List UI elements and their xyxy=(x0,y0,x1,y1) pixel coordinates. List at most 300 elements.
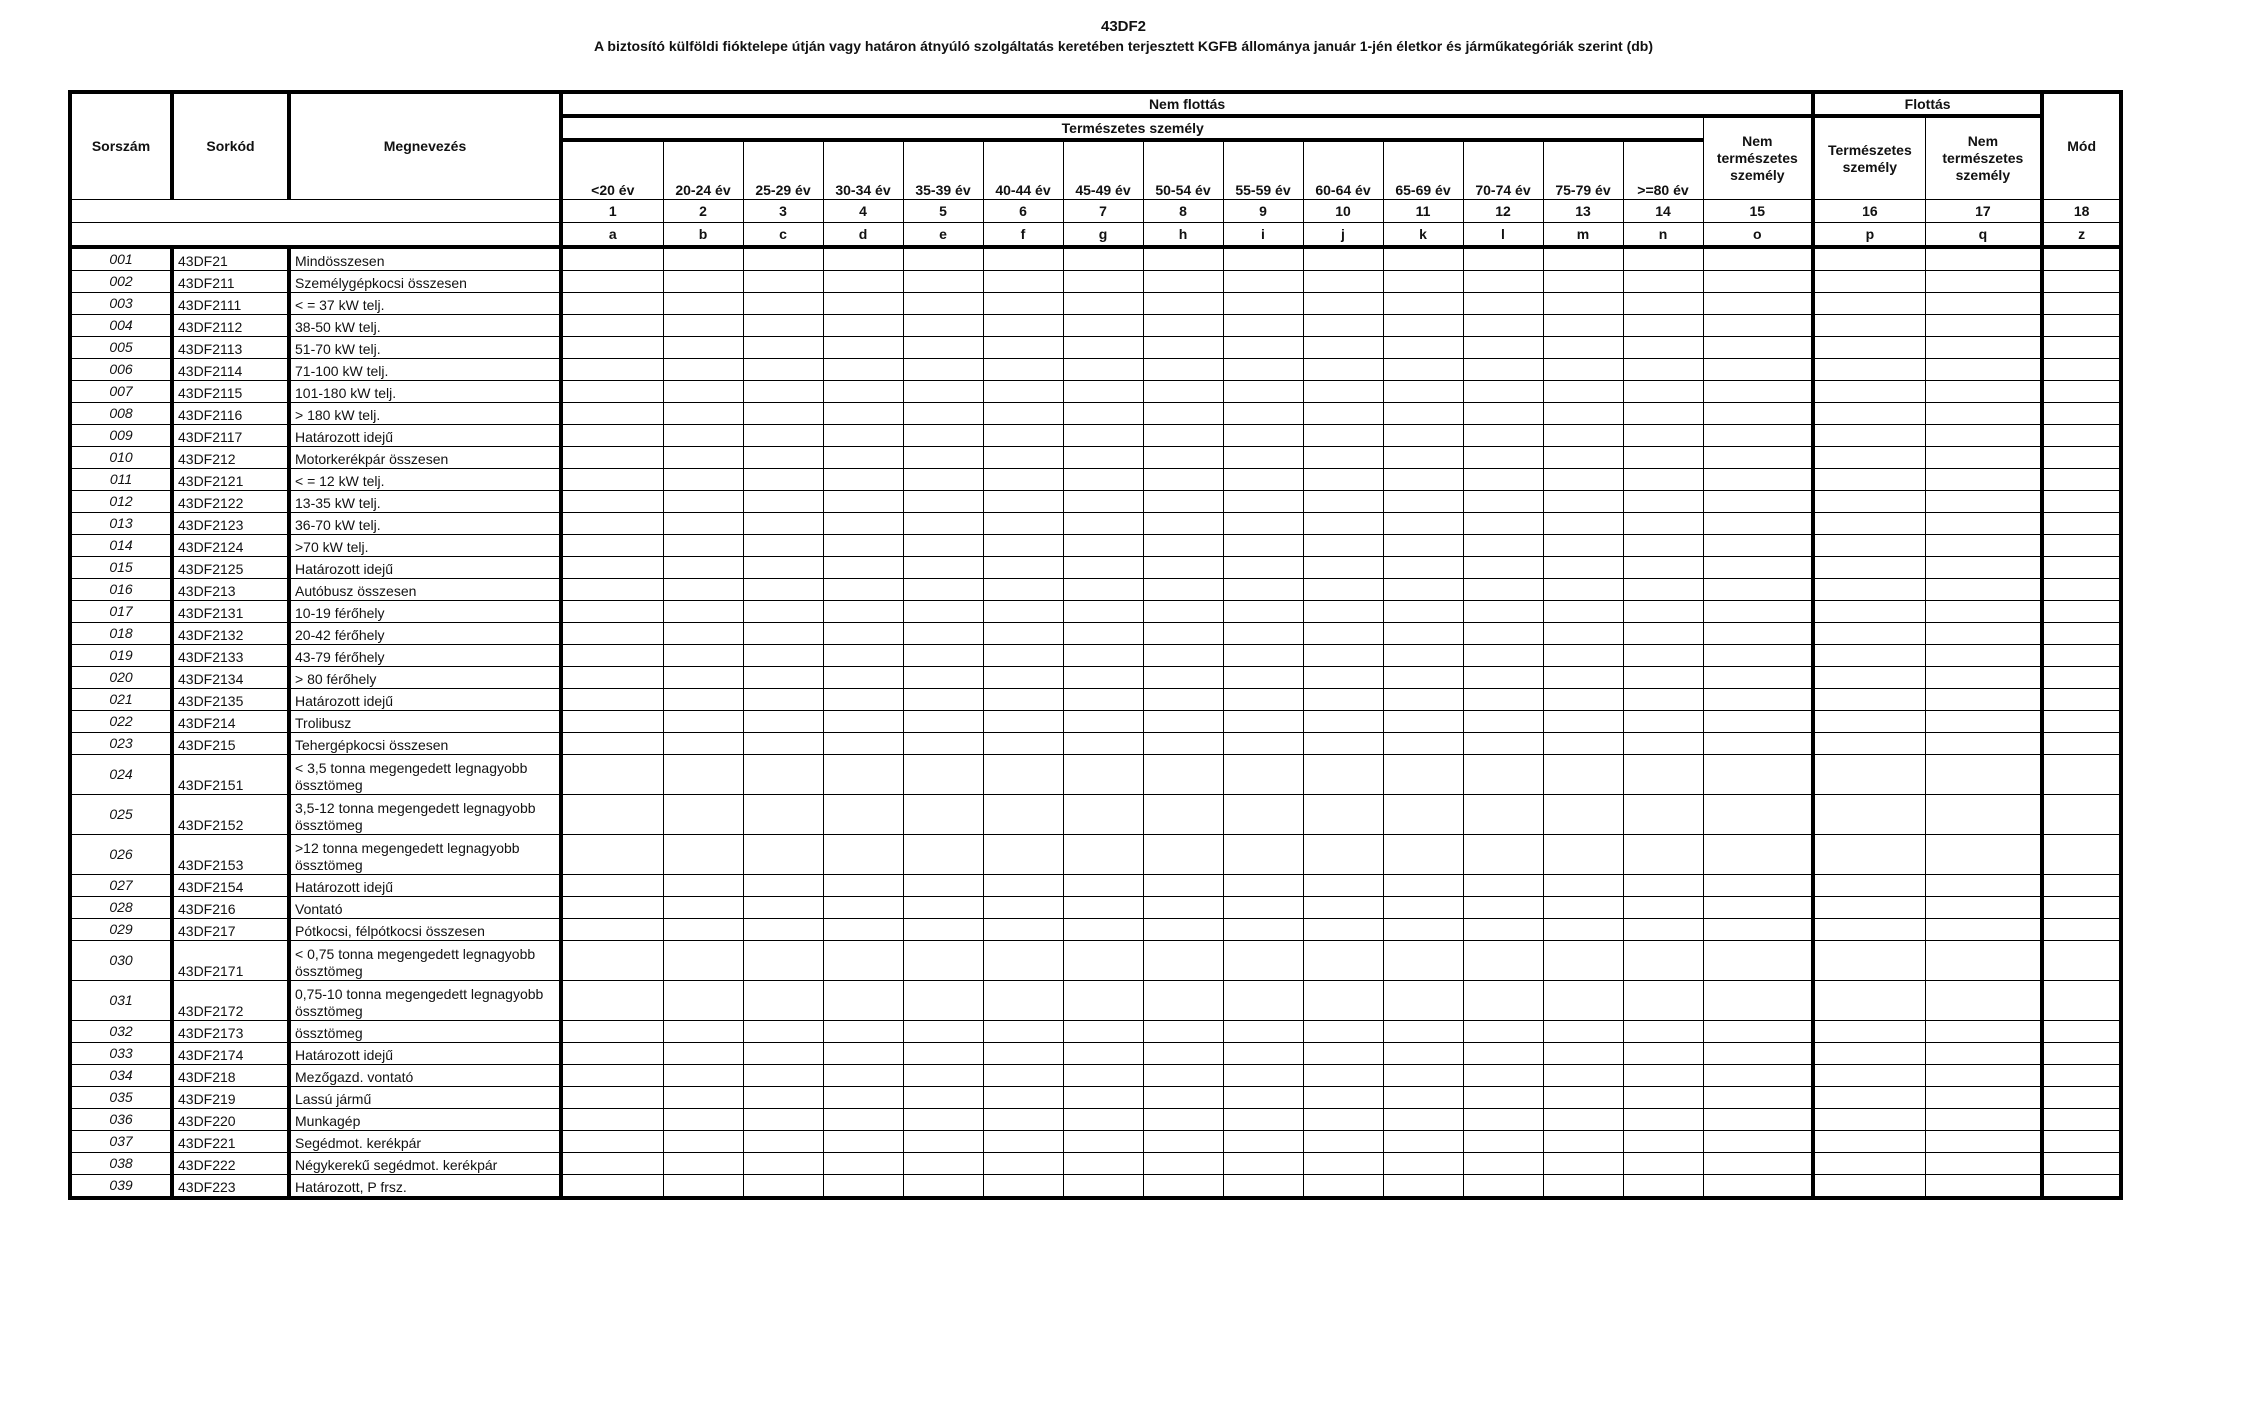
data-cell[interactable] xyxy=(1543,1153,1623,1175)
data-cell[interactable] xyxy=(1383,491,1463,513)
data-cell[interactable] xyxy=(743,1065,823,1087)
data-cell[interactable] xyxy=(1063,711,1143,733)
data-cell[interactable] xyxy=(1303,1087,1383,1109)
data-cell[interactable] xyxy=(1463,513,1543,535)
data-cell[interactable] xyxy=(1383,733,1463,755)
data-cell[interactable] xyxy=(1925,941,2042,981)
data-cell[interactable] xyxy=(1063,315,1143,337)
data-cell[interactable] xyxy=(663,667,743,689)
data-cell[interactable] xyxy=(1623,579,1703,601)
data-cell[interactable] xyxy=(1223,337,1303,359)
data-cell[interactable] xyxy=(1223,1043,1303,1065)
data-cell[interactable] xyxy=(1063,941,1143,981)
data-cell[interactable] xyxy=(1463,711,1543,733)
data-cell[interactable] xyxy=(1223,1087,1303,1109)
data-cell[interactable] xyxy=(1813,711,1925,733)
data-cell[interactable] xyxy=(561,425,663,447)
data-cell[interactable] xyxy=(743,447,823,469)
data-cell[interactable] xyxy=(1303,535,1383,557)
data-cell[interactable] xyxy=(983,601,1063,623)
data-cell[interactable] xyxy=(1703,875,1813,897)
data-cell[interactable] xyxy=(1925,1153,2042,1175)
data-cell[interactable] xyxy=(823,1109,903,1131)
data-cell[interactable] xyxy=(2042,1043,2121,1065)
data-cell[interactable] xyxy=(1303,513,1383,535)
data-cell[interactable] xyxy=(1623,601,1703,623)
data-cell[interactable] xyxy=(1623,1153,1703,1175)
data-cell[interactable] xyxy=(1143,689,1223,711)
data-cell[interactable] xyxy=(1703,1175,1813,1199)
data-cell[interactable] xyxy=(1703,359,1813,381)
data-cell[interactable] xyxy=(983,981,1063,1021)
data-cell[interactable] xyxy=(1623,875,1703,897)
data-cell[interactable] xyxy=(1223,271,1303,293)
data-cell[interactable] xyxy=(1543,535,1623,557)
data-cell[interactable] xyxy=(1143,557,1223,579)
data-cell[interactable] xyxy=(823,667,903,689)
data-cell[interactable] xyxy=(903,1175,983,1199)
data-cell[interactable] xyxy=(1623,645,1703,667)
data-cell[interactable] xyxy=(1623,293,1703,315)
data-cell[interactable] xyxy=(1813,689,1925,711)
data-cell[interactable] xyxy=(1703,689,1813,711)
data-cell[interactable] xyxy=(903,1065,983,1087)
data-cell[interactable] xyxy=(2042,315,2121,337)
data-cell[interactable] xyxy=(1703,381,1813,403)
data-cell[interactable] xyxy=(1303,667,1383,689)
data-cell[interactable] xyxy=(1063,1087,1143,1109)
data-cell[interactable] xyxy=(1463,623,1543,645)
data-cell[interactable] xyxy=(823,381,903,403)
data-cell[interactable] xyxy=(1543,645,1623,667)
data-cell[interactable] xyxy=(1143,469,1223,491)
data-cell[interactable] xyxy=(743,897,823,919)
data-cell[interactable] xyxy=(561,795,663,835)
data-cell[interactable] xyxy=(1623,919,1703,941)
data-cell[interactable] xyxy=(2042,271,2121,293)
data-cell[interactable] xyxy=(1463,1043,1543,1065)
data-cell[interactable] xyxy=(1543,601,1623,623)
data-cell[interactable] xyxy=(663,875,743,897)
data-cell[interactable] xyxy=(1463,247,1543,271)
data-cell[interactable] xyxy=(1383,941,1463,981)
data-cell[interactable] xyxy=(903,897,983,919)
data-cell[interactable] xyxy=(1143,579,1223,601)
data-cell[interactable] xyxy=(823,733,903,755)
data-cell[interactable] xyxy=(2042,381,2121,403)
data-cell[interactable] xyxy=(983,293,1063,315)
data-cell[interactable] xyxy=(1383,711,1463,733)
data-cell[interactable] xyxy=(983,359,1063,381)
data-cell[interactable] xyxy=(1383,557,1463,579)
data-cell[interactable] xyxy=(1303,1065,1383,1087)
data-cell[interactable] xyxy=(1063,835,1143,875)
data-cell[interactable] xyxy=(1543,403,1623,425)
data-cell[interactable] xyxy=(983,835,1063,875)
data-cell[interactable] xyxy=(1223,1021,1303,1043)
data-cell[interactable] xyxy=(903,1131,983,1153)
data-cell[interactable] xyxy=(663,623,743,645)
data-cell[interactable] xyxy=(1303,919,1383,941)
data-cell[interactable] xyxy=(1303,733,1383,755)
data-cell[interactable] xyxy=(1383,689,1463,711)
data-cell[interactable] xyxy=(983,919,1063,941)
data-cell[interactable] xyxy=(663,897,743,919)
data-cell[interactable] xyxy=(1543,1131,1623,1153)
data-cell[interactable] xyxy=(1703,403,1813,425)
data-cell[interactable] xyxy=(743,623,823,645)
data-cell[interactable] xyxy=(903,247,983,271)
data-cell[interactable] xyxy=(561,271,663,293)
data-cell[interactable] xyxy=(1543,1087,1623,1109)
data-cell[interactable] xyxy=(1223,469,1303,491)
data-cell[interactable] xyxy=(743,491,823,513)
data-cell[interactable] xyxy=(663,381,743,403)
data-cell[interactable] xyxy=(1463,469,1543,491)
data-cell[interactable] xyxy=(2042,1153,2121,1175)
data-cell[interactable] xyxy=(1063,425,1143,447)
data-cell[interactable] xyxy=(983,897,1063,919)
data-cell[interactable] xyxy=(1925,579,2042,601)
data-cell[interactable] xyxy=(1813,981,1925,1021)
data-cell[interactable] xyxy=(1383,447,1463,469)
data-cell[interactable] xyxy=(1925,403,2042,425)
data-cell[interactable] xyxy=(2042,795,2121,835)
data-cell[interactable] xyxy=(1383,359,1463,381)
data-cell[interactable] xyxy=(1143,601,1223,623)
data-cell[interactable] xyxy=(1623,623,1703,645)
data-cell[interactable] xyxy=(1383,425,1463,447)
data-cell[interactable] xyxy=(2042,645,2121,667)
data-cell[interactable] xyxy=(1703,601,1813,623)
data-cell[interactable] xyxy=(1813,557,1925,579)
data-cell[interactable] xyxy=(663,645,743,667)
data-cell[interactable] xyxy=(2042,1131,2121,1153)
data-cell[interactable] xyxy=(743,689,823,711)
data-cell[interactable] xyxy=(1223,875,1303,897)
data-cell[interactable] xyxy=(1813,623,1925,645)
data-cell[interactable] xyxy=(1303,491,1383,513)
data-cell[interactable] xyxy=(1223,645,1303,667)
data-cell[interactable] xyxy=(1925,381,2042,403)
data-cell[interactable] xyxy=(1703,315,1813,337)
data-cell[interactable] xyxy=(1543,1065,1623,1087)
data-cell[interactable] xyxy=(1623,469,1703,491)
data-cell[interactable] xyxy=(1543,359,1623,381)
data-cell[interactable] xyxy=(1703,981,1813,1021)
data-cell[interactable] xyxy=(903,795,983,835)
data-cell[interactable] xyxy=(823,469,903,491)
data-cell[interactable] xyxy=(1223,425,1303,447)
data-cell[interactable] xyxy=(1463,835,1543,875)
data-cell[interactable] xyxy=(1463,941,1543,981)
data-cell[interactable] xyxy=(1813,1087,1925,1109)
data-cell[interactable] xyxy=(1623,1175,1703,1199)
data-cell[interactable] xyxy=(561,359,663,381)
data-cell[interactable] xyxy=(561,1131,663,1153)
data-cell[interactable] xyxy=(2042,1021,2121,1043)
data-cell[interactable] xyxy=(983,755,1063,795)
data-cell[interactable] xyxy=(1063,623,1143,645)
data-cell[interactable] xyxy=(1303,447,1383,469)
data-cell[interactable] xyxy=(1223,359,1303,381)
data-cell[interactable] xyxy=(1813,1131,1925,1153)
data-cell[interactable] xyxy=(1623,1131,1703,1153)
data-cell[interactable] xyxy=(1543,491,1623,513)
data-cell[interactable] xyxy=(1063,667,1143,689)
data-cell[interactable] xyxy=(1463,403,1543,425)
data-cell[interactable] xyxy=(561,733,663,755)
data-cell[interactable] xyxy=(1813,271,1925,293)
data-cell[interactable] xyxy=(1543,623,1623,645)
data-cell[interactable] xyxy=(983,1131,1063,1153)
data-cell[interactable] xyxy=(1543,469,1623,491)
data-cell[interactable] xyxy=(1925,795,2042,835)
data-cell[interactable] xyxy=(1143,271,1223,293)
data-cell[interactable] xyxy=(1623,667,1703,689)
data-cell[interactable] xyxy=(1383,469,1463,491)
data-cell[interactable] xyxy=(1925,919,2042,941)
data-cell[interactable] xyxy=(743,425,823,447)
data-cell[interactable] xyxy=(823,359,903,381)
data-cell[interactable] xyxy=(1623,557,1703,579)
data-cell[interactable] xyxy=(1383,315,1463,337)
data-cell[interactable] xyxy=(2042,733,2121,755)
data-cell[interactable] xyxy=(1303,897,1383,919)
data-cell[interactable] xyxy=(561,1065,663,1087)
data-cell[interactable] xyxy=(743,875,823,897)
data-cell[interactable] xyxy=(1925,755,2042,795)
data-cell[interactable] xyxy=(1303,557,1383,579)
data-cell[interactable] xyxy=(1703,795,1813,835)
data-cell[interactable] xyxy=(823,875,903,897)
data-cell[interactable] xyxy=(2042,623,2121,645)
data-cell[interactable] xyxy=(743,557,823,579)
data-cell[interactable] xyxy=(561,1021,663,1043)
data-cell[interactable] xyxy=(1925,337,2042,359)
data-cell[interactable] xyxy=(561,897,663,919)
data-cell[interactable] xyxy=(743,733,823,755)
data-cell[interactable] xyxy=(823,795,903,835)
data-cell[interactable] xyxy=(1063,1131,1143,1153)
data-cell[interactable] xyxy=(663,469,743,491)
data-cell[interactable] xyxy=(561,1087,663,1109)
data-cell[interactable] xyxy=(1223,919,1303,941)
data-cell[interactable] xyxy=(1383,755,1463,795)
data-cell[interactable] xyxy=(1543,755,1623,795)
data-cell[interactable] xyxy=(1383,919,1463,941)
data-cell[interactable] xyxy=(823,315,903,337)
data-cell[interactable] xyxy=(1925,293,2042,315)
data-cell[interactable] xyxy=(1303,941,1383,981)
data-cell[interactable] xyxy=(2042,981,2121,1021)
data-cell[interactable] xyxy=(1703,941,1813,981)
data-cell[interactable] xyxy=(561,579,663,601)
data-cell[interactable] xyxy=(561,1153,663,1175)
data-cell[interactable] xyxy=(1143,1021,1223,1043)
data-cell[interactable] xyxy=(2042,1065,2121,1087)
data-cell[interactable] xyxy=(2042,711,2121,733)
data-cell[interactable] xyxy=(1063,535,1143,557)
data-cell[interactable] xyxy=(1063,359,1143,381)
data-cell[interactable] xyxy=(743,359,823,381)
data-cell[interactable] xyxy=(1623,733,1703,755)
data-cell[interactable] xyxy=(1303,247,1383,271)
data-cell[interactable] xyxy=(1383,579,1463,601)
data-cell[interactable] xyxy=(823,897,903,919)
data-cell[interactable] xyxy=(561,513,663,535)
data-cell[interactable] xyxy=(1063,1109,1143,1131)
data-cell[interactable] xyxy=(1143,897,1223,919)
data-cell[interactable] xyxy=(1303,795,1383,835)
data-cell[interactable] xyxy=(2042,755,2121,795)
data-cell[interactable] xyxy=(1703,271,1813,293)
data-cell[interactable] xyxy=(1063,337,1143,359)
data-cell[interactable] xyxy=(743,755,823,795)
data-cell[interactable] xyxy=(1303,359,1383,381)
data-cell[interactable] xyxy=(743,795,823,835)
data-cell[interactable] xyxy=(743,835,823,875)
data-cell[interactable] xyxy=(743,1109,823,1131)
data-cell[interactable] xyxy=(1383,835,1463,875)
data-cell[interactable] xyxy=(561,755,663,795)
data-cell[interactable] xyxy=(983,1175,1063,1199)
data-cell[interactable] xyxy=(1303,271,1383,293)
data-cell[interactable] xyxy=(663,359,743,381)
data-cell[interactable] xyxy=(1703,293,1813,315)
data-cell[interactable] xyxy=(1543,513,1623,535)
data-cell[interactable] xyxy=(663,1043,743,1065)
data-cell[interactable] xyxy=(1925,981,2042,1021)
data-cell[interactable] xyxy=(1703,425,1813,447)
data-cell[interactable] xyxy=(743,1153,823,1175)
data-cell[interactable] xyxy=(983,1043,1063,1065)
data-cell[interactable] xyxy=(1383,513,1463,535)
data-cell[interactable] xyxy=(1925,315,2042,337)
data-cell[interactable] xyxy=(1143,1175,1223,1199)
data-cell[interactable] xyxy=(663,557,743,579)
data-cell[interactable] xyxy=(1063,1021,1143,1043)
data-cell[interactable] xyxy=(1223,733,1303,755)
data-cell[interactable] xyxy=(1463,689,1543,711)
data-cell[interactable] xyxy=(1463,875,1543,897)
data-cell[interactable] xyxy=(1463,381,1543,403)
data-cell[interactable] xyxy=(1303,1175,1383,1199)
data-cell[interactable] xyxy=(983,1087,1063,1109)
data-cell[interactable] xyxy=(1813,579,1925,601)
data-cell[interactable] xyxy=(1703,535,1813,557)
data-cell[interactable] xyxy=(1463,601,1543,623)
data-cell[interactable] xyxy=(983,623,1063,645)
data-cell[interactable] xyxy=(1925,1109,2042,1131)
data-cell[interactable] xyxy=(1813,1043,1925,1065)
data-cell[interactable] xyxy=(1223,557,1303,579)
data-cell[interactable] xyxy=(2042,359,2121,381)
data-cell[interactable] xyxy=(1703,1109,1813,1131)
data-cell[interactable] xyxy=(1143,513,1223,535)
data-cell[interactable] xyxy=(1925,601,2042,623)
data-cell[interactable] xyxy=(1925,645,2042,667)
data-cell[interactable] xyxy=(1813,941,1925,981)
data-cell[interactable] xyxy=(2042,447,2121,469)
data-cell[interactable] xyxy=(1623,1109,1703,1131)
data-cell[interactable] xyxy=(1543,557,1623,579)
data-cell[interactable] xyxy=(983,381,1063,403)
data-cell[interactable] xyxy=(1223,491,1303,513)
data-cell[interactable] xyxy=(663,1175,743,1199)
data-cell[interactable] xyxy=(1543,293,1623,315)
data-cell[interactable] xyxy=(1383,247,1463,271)
data-cell[interactable] xyxy=(743,513,823,535)
data-cell[interactable] xyxy=(1063,271,1143,293)
data-cell[interactable] xyxy=(663,425,743,447)
data-cell[interactable] xyxy=(2042,403,2121,425)
data-cell[interactable] xyxy=(1303,1109,1383,1131)
data-cell[interactable] xyxy=(1223,897,1303,919)
data-cell[interactable] xyxy=(823,919,903,941)
data-cell[interactable] xyxy=(1623,247,1703,271)
data-cell[interactable] xyxy=(1223,447,1303,469)
data-cell[interactable] xyxy=(1543,1021,1623,1043)
data-cell[interactable] xyxy=(1623,403,1703,425)
data-cell[interactable] xyxy=(903,919,983,941)
data-cell[interactable] xyxy=(1143,359,1223,381)
data-cell[interactable] xyxy=(903,1087,983,1109)
data-cell[interactable] xyxy=(1383,623,1463,645)
data-cell[interactable] xyxy=(903,601,983,623)
data-cell[interactable] xyxy=(1813,469,1925,491)
data-cell[interactable] xyxy=(1703,447,1813,469)
data-cell[interactable] xyxy=(1143,247,1223,271)
data-cell[interactable] xyxy=(1303,1153,1383,1175)
data-cell[interactable] xyxy=(983,1021,1063,1043)
data-cell[interactable] xyxy=(663,689,743,711)
data-cell[interactable] xyxy=(2042,1087,2121,1109)
data-cell[interactable] xyxy=(663,247,743,271)
data-cell[interactable] xyxy=(1813,645,1925,667)
data-cell[interactable] xyxy=(1543,579,1623,601)
data-cell[interactable] xyxy=(1703,623,1813,645)
data-cell[interactable] xyxy=(2042,1175,2121,1199)
data-cell[interactable] xyxy=(663,755,743,795)
data-cell[interactable] xyxy=(743,403,823,425)
data-cell[interactable] xyxy=(1813,247,1925,271)
data-cell[interactable] xyxy=(1703,579,1813,601)
data-cell[interactable] xyxy=(1143,981,1223,1021)
data-cell[interactable] xyxy=(1463,337,1543,359)
data-cell[interactable] xyxy=(663,941,743,981)
data-cell[interactable] xyxy=(1143,1109,1223,1131)
data-cell[interactable] xyxy=(823,981,903,1021)
data-cell[interactable] xyxy=(2042,875,2121,897)
data-cell[interactable] xyxy=(903,491,983,513)
data-cell[interactable] xyxy=(1463,1021,1543,1043)
data-cell[interactable] xyxy=(2042,941,2121,981)
data-cell[interactable] xyxy=(1813,1021,1925,1043)
data-cell[interactable] xyxy=(1703,491,1813,513)
data-cell[interactable] xyxy=(1703,645,1813,667)
data-cell[interactable] xyxy=(561,601,663,623)
data-cell[interactable] xyxy=(1063,981,1143,1021)
data-cell[interactable] xyxy=(903,337,983,359)
data-cell[interactable] xyxy=(1925,733,2042,755)
data-cell[interactable] xyxy=(2042,293,2121,315)
data-cell[interactable] xyxy=(823,337,903,359)
data-cell[interactable] xyxy=(743,469,823,491)
data-cell[interactable] xyxy=(1063,1065,1143,1087)
data-cell[interactable] xyxy=(1623,897,1703,919)
data-cell[interactable] xyxy=(663,271,743,293)
